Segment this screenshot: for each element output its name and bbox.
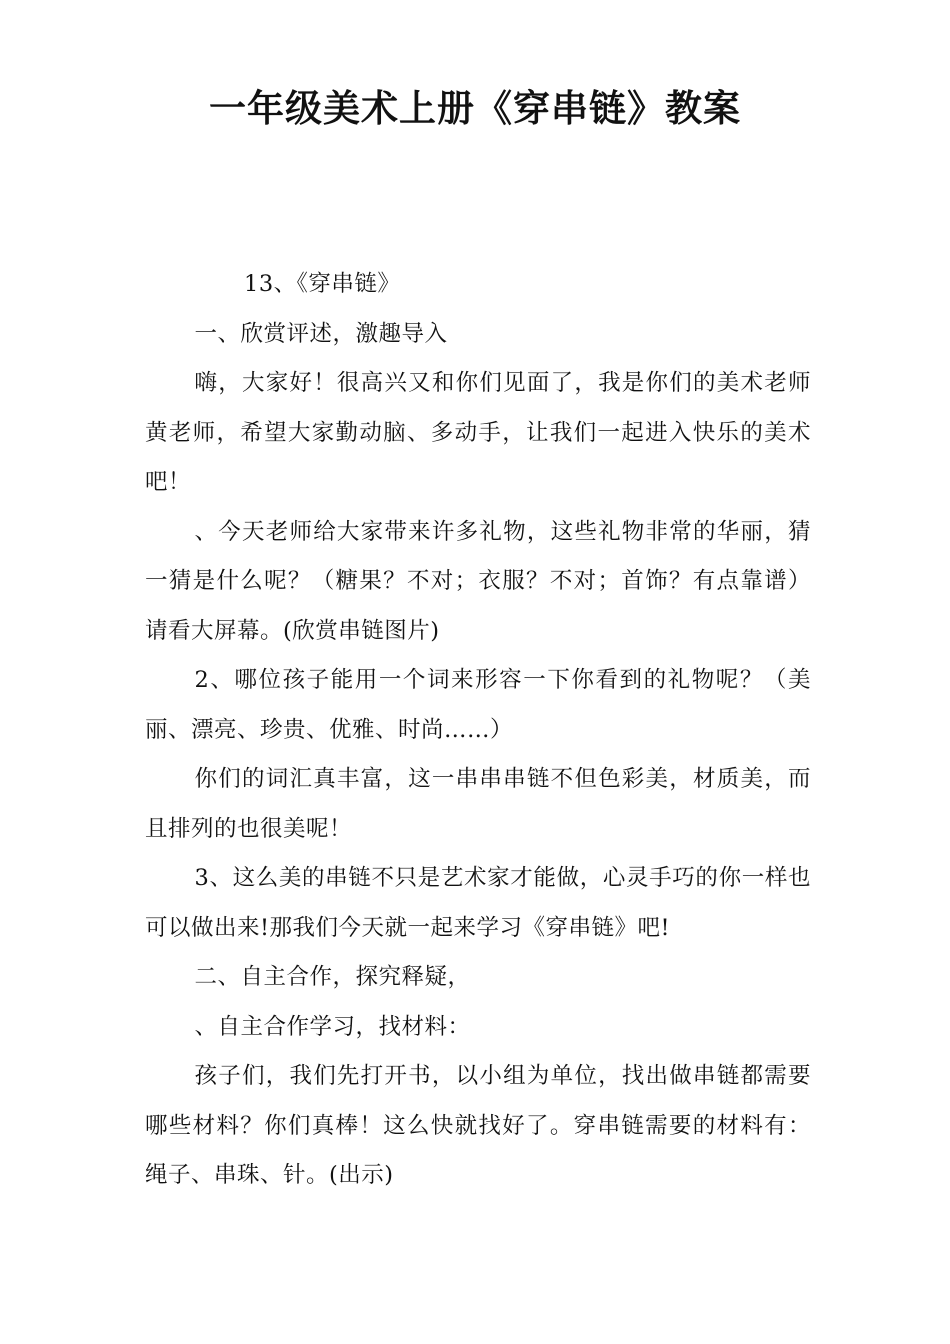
section-heading-1: 一、欣赏评述，激趣导入 [194, 320, 448, 347]
paragraph-question-3: 3、这么美的串链不只是艺术家才能做，心灵手巧的你一样也可以做出来!那我们今天就一起来学习《穿串链》吧! [145, 865, 811, 941]
sub-heading-materials: 、自主合作学习，找材料： [194, 1013, 471, 1040]
lesson-number: 13、《穿串链》 [244, 271, 401, 297]
paragraph-question-2: 2、哪位孩子能用一个词来形容一下你看到的礼物呢？（美丽、漂亮、珍贵、优雅、时尚……） [145, 667, 811, 743]
paragraph-gifts: 、今天老师给大家带来许多礼物，这些礼物非常的华丽，猜一猜是什么呢？（糖果？不对；衣服？不对；首饰？有点靠谱）请看大屏幕。(欣赏串链图片) [145, 518, 811, 644]
paragraph-vocabulary: 你们的词汇真丰富，这一串串串链不但色彩美，材质美，而且排列的也很美呢！ [145, 766, 811, 842]
document-title: 一年级美术上册《穿串链》教案 [209, 87, 741, 130]
section-heading-2: 二、自主合作，探究释疑， [194, 964, 471, 990]
paragraph-materials: 孩子们，我们先打开书，以小组为单位，找出做串链都需要哪些材料？你们真棒！这么快就找好了。穿串链需要的材料有：绳子、串珠、针。(出示) [145, 1063, 811, 1188]
document-body [145, 260, 811, 1201]
paragraph-greeting: 嗨，大家好！很高兴又和你们见面了，我是你们的美术老师黄老师，希望大家勤动脑、多动手，让我们一起进入快乐的美术吧！ [145, 370, 811, 495]
